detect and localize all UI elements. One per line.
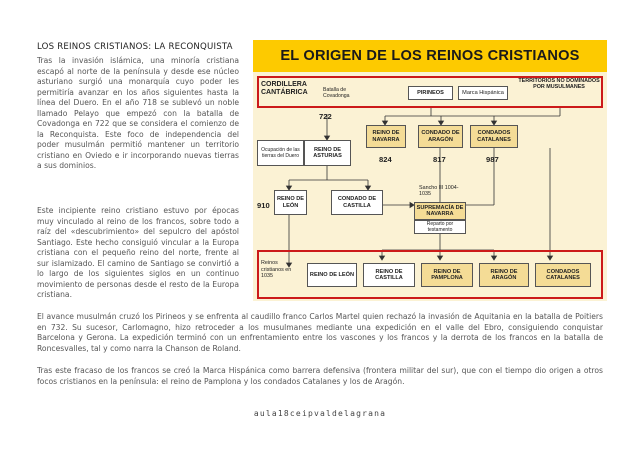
reinos-1035-label: Reinos cristianos en 1035 bbox=[261, 260, 292, 280]
pirineos-box: PIRINEOS bbox=[408, 86, 453, 100]
reino-aragon-1035-box: REINO DE ARAGÓN bbox=[479, 263, 529, 287]
year-910: 910 bbox=[257, 201, 270, 210]
sancho-label: Sancho III 1004-1035 bbox=[419, 185, 459, 198]
year-987: 987 bbox=[486, 155, 499, 164]
kingdoms-diagram bbox=[253, 40, 607, 301]
cordillera-label: CORDILLERA CANTÁBRICA bbox=[261, 81, 308, 96]
year-817: 817 bbox=[433, 155, 446, 164]
reino-castilla-1035-box: REINO DE CASTILLA bbox=[363, 263, 415, 287]
diagram-title: EL ORIGEN DE LOS REINOS CRISTIANOS bbox=[280, 48, 580, 64]
footer-credit: aula18ceipvaldelagrana bbox=[253, 409, 387, 418]
reparto-box: Reparto por testamento bbox=[414, 220, 466, 234]
condado-castilla-box: CONDADO DE CASTILLA bbox=[331, 190, 383, 215]
condados-catalanes-box: CONDADOS CATALANES bbox=[470, 125, 518, 148]
condado-aragon-box: CONDADO DE ARAGÓN bbox=[418, 125, 463, 148]
ocupacion-duero-box: Ocupación de las tierras del Duero bbox=[257, 140, 304, 166]
marca-hispanica-box: Marca Hispánica bbox=[458, 86, 508, 100]
reino-leon-1035-box: REINO DE LEÓN bbox=[307, 263, 357, 287]
paragraph-marca: Tras este fracaso de los francos se creó la Marca Hispánica como barrera defensiva (frontera militar del sur), que con el tiempo dio origen a otros focos cristianos en la península: el reino de Pamplona y los condados Catalanes y los de Aragón. bbox=[37, 366, 603, 386]
reino-navarra-box: REINO DE NAVARRA bbox=[366, 125, 406, 148]
territorios-label: TERRITORIOS NO DOMINADOS POR MUSULMANES bbox=[518, 78, 600, 91]
supremacia-navarra-box: SUPREMACÍA DE NAVARRA bbox=[414, 202, 466, 220]
condados-catalanes-1035-box: CONDADOS CATALANES bbox=[535, 263, 591, 287]
reino-asturias-box: REINO DE ASTURIAS bbox=[304, 140, 351, 166]
page-heading: LOS REINOS CRISTIANOS: LA RECONQUISTA bbox=[37, 42, 233, 52]
reino-leon-box: REINO DE LEÓN bbox=[274, 190, 307, 215]
covadonga-label: Batalla de Covadonga bbox=[323, 87, 350, 100]
paragraph-intro: Tras la invasión islámica, una minoría cristiana escapó al norte de la península y desde ese núcleo asturiano surgió una monarquía cuyo poder les permitiría avanzar en los años siguientes hasta la línea del Duero. En el año 718 se sublevó un noble llamado Pelayo que empezó con la batalla de Covadonga en 722 que se considera el comienzo de la Reconquista. Este foco de independencia del poder musulmán permitió mantener un territorio cristiano en Oviedo e ir incorporando nuevas tierras a sus dominios. bbox=[37, 56, 239, 170]
paragraph-francos: El avance musulmán cruzó los Pirineos y se enfrenta al caudillo franco Carlos Martel quien rechazó la invasión de Aquitania en la batalla de Poitiers en 732. Su sucesor, Carlomagno, hizo retroceder a los musulmanes mediante una expedición en el valle del Ebro, consiguiendo conquistar Barcelona y Gerona. La expedición terminó con un enfrentamiento entre los vascones y los francos y la derrota de los francos en la batalla de Roncesvalles, tal y como narra la Chanson de Roland. bbox=[37, 312, 603, 353]
year-722: 722 bbox=[319, 112, 332, 121]
paragraph-santiago: Este incipiente reino cristiano estuvo por épocas muy vinculado al reino de los francos, sobre todo a raíz del «descubrimiento» del sepulcro del apóstol Santiago. Este hecho consiguió vincular a la Europa cristiana con el pequeño reino del norte, frente al sur islamizado. El camino de Santiago se convirtió a lo largo de los siguientes siglos en un continuo movimiento de personas desde el resto de la Europa cristiana. bbox=[37, 206, 239, 299]
reino-pamplona-1035-box: REINO DE PAMPLONA bbox=[421, 263, 473, 287]
year-824: 824 bbox=[379, 155, 392, 164]
